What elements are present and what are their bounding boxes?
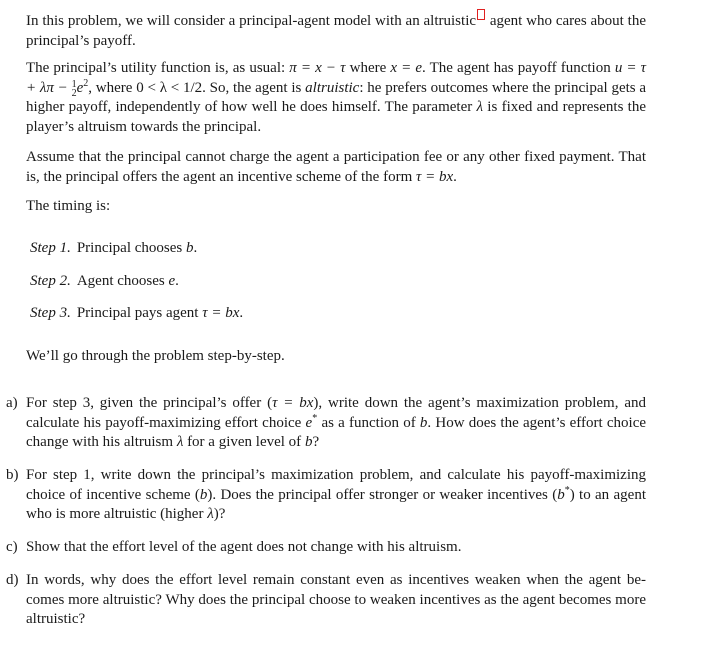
utility-paragraph: The principal’s utility function is, as usual: π = x − τ where x = e. The agent has payoff function u = τ + λπ − 1 2 $e^2$, where 0 < λ < 1/2. So, the agent is altruistic: he prefers outcomes where the principal gets a higher payoff, independently of how well he does himself. The parameter λ is fixed and represents the player’s altruism towards the principal.	[26, 60, 647, 135]
step-1: Step 1. Principal chooses b.	[30, 240, 198, 256]
timing-heading: The timing is:	[26, 198, 111, 214]
question-a: a) For step 3, given the principal’s offer (τ = bx), write down the agent’s maximization problem, and calculate his payoff-maximizing effort choice e* as a function of b. How does the agent’s effort choice change with his altruism λ for a given level of b?	[6, 395, 647, 450]
step-3: Step 3. Principal pays agent τ = bx.	[30, 305, 244, 321]
question-c: c) Show that the effort level of the agent does not change with his altruism.	[6, 539, 462, 555]
fraction: 1 2	[71, 78, 77, 99]
question-b: b) For step 1, write down the principal’s maximization problem, and calculate his payoff-maximizing choice of incentive scheme (b). Does the principal offer stronger or weaker incentives (b*) to an agent who is more altruistic (higher λ)?	[6, 467, 646, 522]
footnote-marker[interactable]	[477, 9, 485, 20]
intro-paragraph: In this problem, we will consider a principal-agent model with an altruistic agent who cares about the principal’s payoff.	[26, 9, 646, 51]
assumption-paragraph: Assume that the principal cannot charge the agent a participation fee or any other fixed payment. That is, the principal offers the agent an incentive scheme of the form τ = bx.	[26, 149, 646, 185]
step-2: Step 2. Agent chooses e.	[30, 273, 179, 289]
walkthrough-line: We’ll go through the problem step-by-step.	[26, 348, 285, 364]
question-d: d) In words, why does the effort level remain constant even as incentives weaken when the agent be- comes more altruistic? Why does the principal choose to weaken incentives as the agent becomes more altruistic?	[6, 572, 646, 627]
